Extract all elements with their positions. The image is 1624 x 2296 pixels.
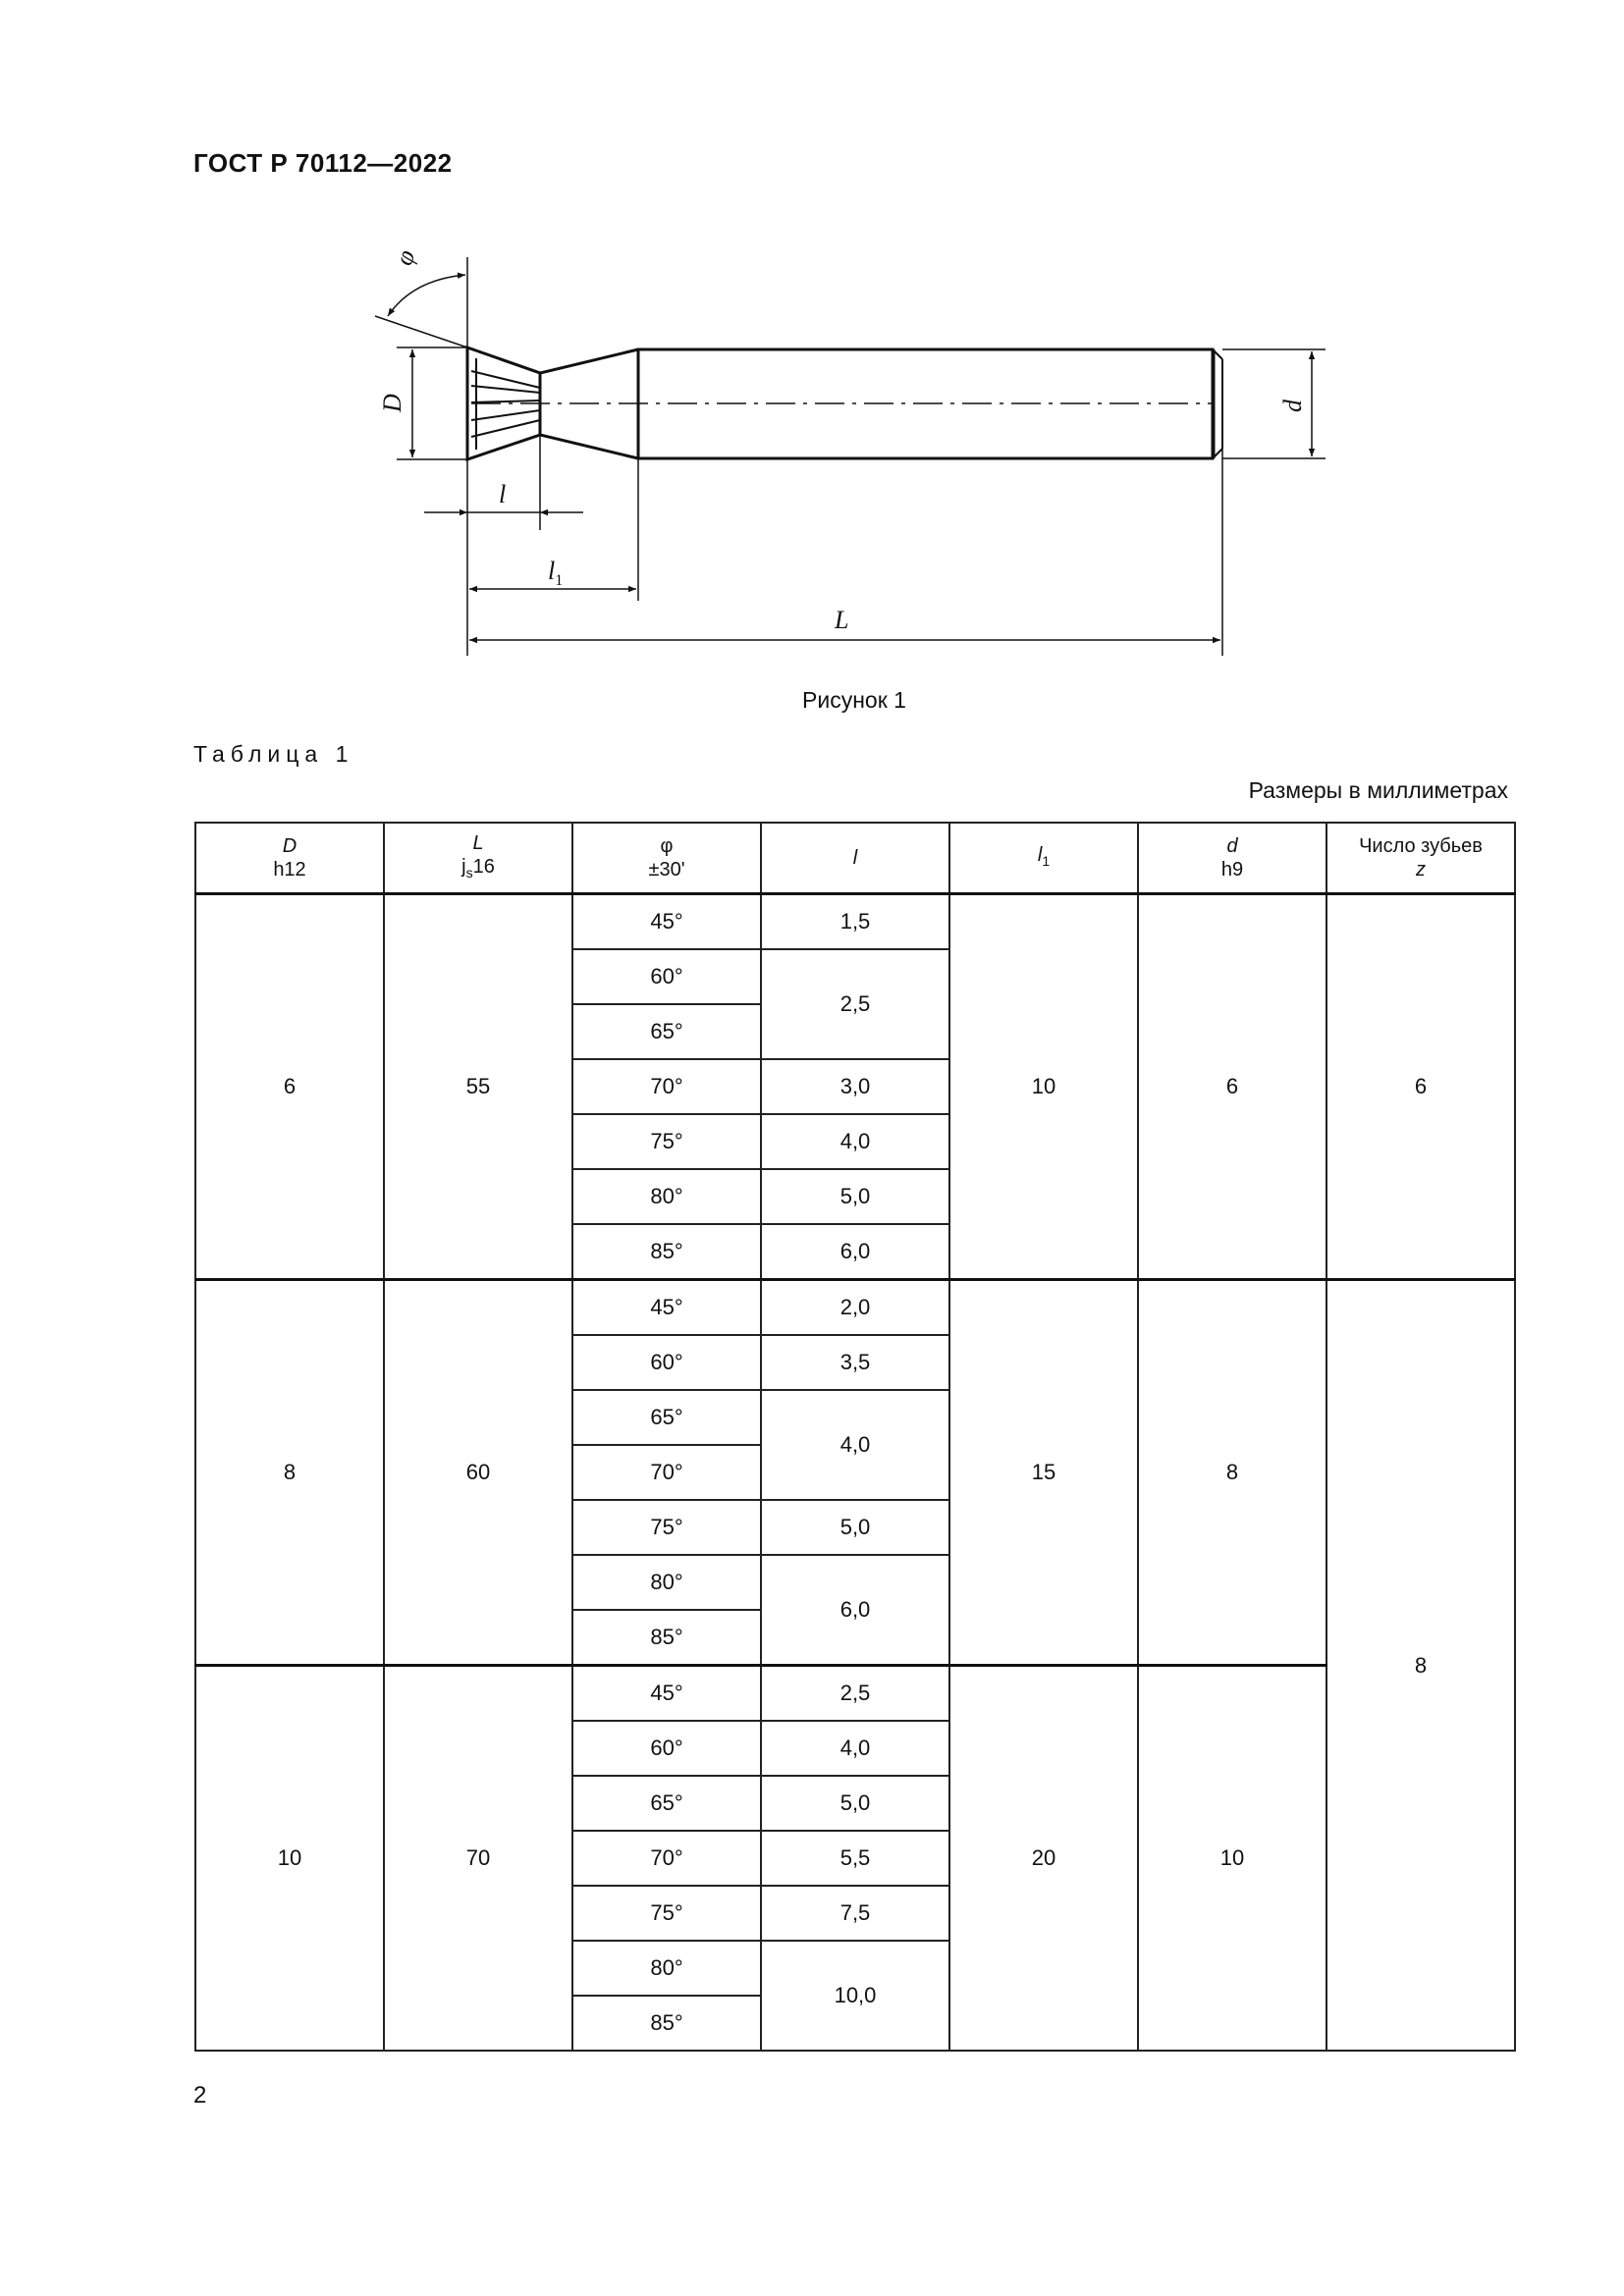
cell-phi: 80°: [572, 1555, 761, 1610]
col-header-D: D h12: [195, 823, 384, 894]
cell-D: 6: [195, 894, 384, 1280]
cell-l: 6,0: [761, 1224, 949, 1280]
table-row: [195, 1666, 1515, 1722]
cell-d: 8: [1138, 1280, 1326, 1666]
table-row: [195, 894, 1515, 950]
table-header-row: [195, 823, 1515, 894]
cell-phi: 60°: [572, 1721, 761, 1776]
cell-phi: 75°: [572, 1886, 761, 1941]
label-l: l: [499, 480, 507, 508]
cell-l1: 15: [949, 1280, 1138, 1666]
cell-l: 3,5: [761, 1335, 949, 1390]
cell-phi: 45°: [572, 1666, 761, 1722]
cell-phi: 85°: [572, 1996, 761, 2051]
cell-phi: 70°: [572, 1445, 761, 1500]
label-d: d: [1278, 400, 1307, 412]
cell-phi: 85°: [572, 1224, 761, 1280]
col-header-d: d h9: [1138, 823, 1326, 894]
cutter-drawing: [0, 0, 1624, 707]
cell-phi: 70°: [572, 1059, 761, 1114]
page-number: 2: [193, 2082, 207, 2109]
cell-phi: 80°: [572, 1169, 761, 1224]
cell-L: 70: [384, 1666, 572, 2052]
col-header-l: l: [761, 823, 949, 894]
cell-d: 6: [1138, 894, 1326, 1280]
label-l1: $l_1$: [548, 557, 564, 589]
cell-z-shared: 8: [1326, 1280, 1515, 2052]
cell-l: 4,0: [761, 1721, 949, 1776]
cell-l: 3,0: [761, 1059, 949, 1114]
cell-phi: 65°: [572, 1004, 761, 1059]
cell-l: 1,5: [761, 894, 949, 950]
cell-l1: 10: [949, 894, 1138, 1280]
cell-phi: 70°: [572, 1831, 761, 1886]
figure-caption: Рисунок 1: [802, 687, 906, 713]
cell-phi: 65°: [572, 1776, 761, 1831]
cell-d: 10: [1138, 1666, 1326, 2052]
cell-l: 4,0: [761, 1114, 949, 1169]
cell-L: 60: [384, 1280, 572, 1666]
cell-l: 6,0: [761, 1555, 949, 1666]
cell-l1: 20: [949, 1666, 1138, 2052]
cell-phi: 75°: [572, 1500, 761, 1555]
cell-D: 8: [195, 1280, 384, 1666]
cell-l: 7,5: [761, 1886, 949, 1941]
table-row: [195, 1280, 1515, 1336]
dimensions-table: [194, 822, 1516, 2052]
cell-l: 5,0: [761, 1169, 949, 1224]
cell-l: 2,0: [761, 1280, 949, 1336]
cell-phi: 60°: [572, 949, 761, 1004]
col-header-z: Число зубьев z: [1326, 823, 1515, 894]
cell-phi: 45°: [572, 894, 761, 950]
table-title: Таблица 1: [193, 741, 354, 767]
cell-phi: 65°: [572, 1390, 761, 1445]
cell-phi: 85°: [572, 1610, 761, 1666]
cell-phi: 80°: [572, 1941, 761, 1996]
cell-D: 10: [195, 1666, 384, 2052]
cell-z: 6: [1326, 894, 1515, 1280]
cell-l: 5,5: [761, 1831, 949, 1886]
col-header-phi: φ ±30': [572, 823, 761, 894]
cell-L: 55: [384, 894, 572, 1280]
label-L: L: [835, 606, 849, 634]
cell-l: 4,0: [761, 1390, 949, 1500]
document-code: ГОСТ Р 70112—2022: [193, 148, 453, 178]
cell-l: 2,5: [761, 949, 949, 1059]
col-header-L: L $j_s16$: [384, 823, 572, 894]
cell-l: 5,0: [761, 1500, 949, 1555]
label-D: D: [378, 394, 406, 412]
table-units: Размеры в миллиметрах: [1248, 777, 1508, 803]
cell-l: 2,5: [761, 1666, 949, 1722]
dim-phi: [388, 275, 465, 316]
label-phi: φ: [389, 245, 421, 270]
cell-phi: 75°: [572, 1114, 761, 1169]
cell-phi: 60°: [572, 1335, 761, 1390]
cell-phi: 45°: [572, 1280, 761, 1336]
cell-l: 10,0: [761, 1941, 949, 2051]
col-header-l1: $l_1$: [949, 823, 1138, 894]
cell-l: 5,0: [761, 1776, 949, 1831]
